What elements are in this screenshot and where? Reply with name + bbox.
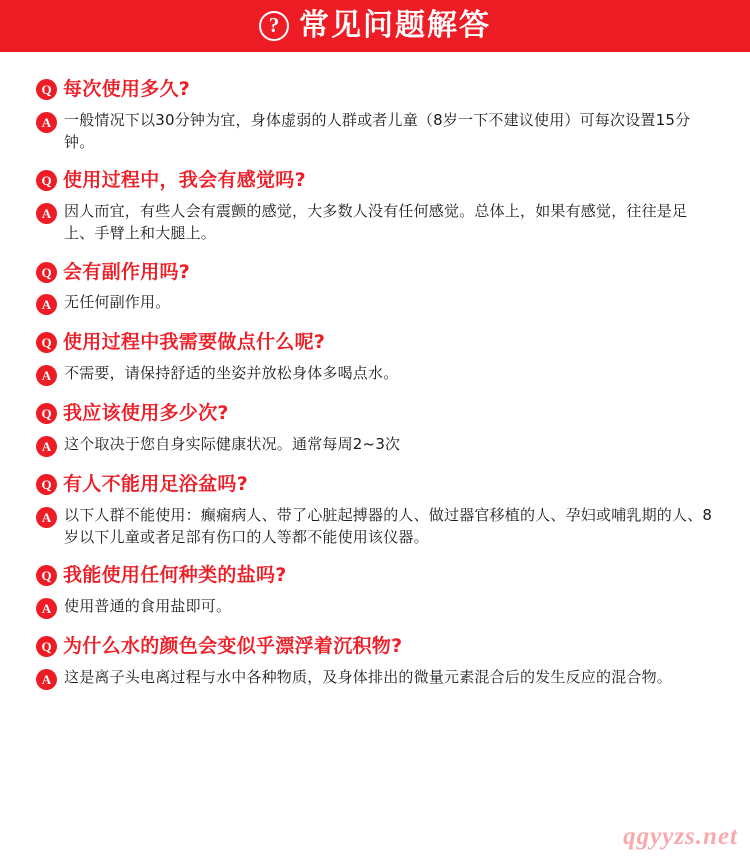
- question-badge: Q: [36, 565, 57, 586]
- faq-question-text: 每次使用多久?: [63, 78, 191, 100]
- answer-badge: A: [36, 294, 57, 315]
- faq-question-row: [36, 564, 714, 587]
- faq-question-text: 使用过程中，我会有感觉吗?: [63, 169, 306, 192]
- faq-question-row: [36, 78, 714, 101]
- faq-question-text: 会有副作用吗?: [63, 260, 191, 283]
- faq-answer-text: 这是离子头电离过程与水中各种物质，及身体排出的微量元素混合后的发生反应的混合物。: [64, 667, 673, 686]
- faq-question-row: [36, 402, 714, 425]
- answer-badge: A: [36, 112, 57, 133]
- answer-badge: A: [36, 203, 57, 224]
- faq-question-row: [36, 169, 714, 192]
- faq-answer-text: 一般情况下以30分钟为宜，身体虚弱的人群或者儿童（8岁一下不建议使用）可每次设置15分钟。: [64, 110, 691, 151]
- faq-answer-row: [36, 110, 714, 154]
- faq-item: [36, 78, 714, 153]
- faq-answer-text: 不需要，请保持舒适的坐姿并放松身体多喝点水。: [64, 364, 399, 383]
- answer-badge: A: [36, 507, 57, 528]
- faq-question-row: [36, 473, 714, 496]
- faq-answer-row: [36, 363, 714, 386]
- faq-question-row: [36, 635, 714, 658]
- question-badge: Q: [36, 262, 57, 283]
- faq-answer-row: [36, 505, 714, 549]
- faq-item: [36, 635, 714, 690]
- answer-badge: A: [36, 436, 57, 457]
- faq-answer-text: 这个取决于您自身实际健康状况。通常每周2~3次: [64, 434, 401, 453]
- question-badge: Q: [36, 79, 57, 100]
- faq-answer-text: 以下人群不能使用：癫痫病人、带了心脏起搏器的人、做过器官移植的人、孕妇或哺乳期的人、8岁以下儿童或者足部有伤口的人等都不能使用该仪器。: [64, 505, 713, 546]
- answer-badge: A: [36, 669, 57, 690]
- header-content: [259, 8, 491, 43]
- faq-item: [36, 402, 714, 457]
- faq-item: [36, 261, 714, 316]
- faq-question-text: 使用过程中我需要做点什么呢?: [63, 331, 326, 354]
- question-badge: Q: [36, 332, 57, 353]
- question-mark-circle-icon: ?: [259, 11, 289, 41]
- faq-list: [0, 52, 750, 690]
- faq-question-text: 有人不能用足浴盆吗?: [63, 472, 249, 495]
- faq-answer-row: [36, 596, 714, 619]
- question-badge: Q: [36, 636, 57, 657]
- faq-answer-text: 因人而宜，有些人会有震颤的感觉，大多数人没有任何感觉。总体上，如果有感觉，往往是足上、手臂上和大腿上。: [64, 202, 688, 242]
- faq-question-text: 我应该使用多少次?: [63, 402, 229, 425]
- faq-answer-row: [36, 292, 714, 315]
- faq-item: [36, 169, 714, 244]
- question-badge: Q: [36, 474, 57, 495]
- faq-answer-row: [36, 201, 714, 245]
- faq-answer-row: [36, 434, 714, 457]
- faq-question-row: [36, 261, 714, 284]
- faq-question-row: [36, 331, 714, 354]
- faq-question-text: 我能使用任何种类的盐吗?: [63, 564, 287, 587]
- faq-item: [36, 331, 714, 386]
- faq-answer-text: 无任何副作用。: [64, 293, 171, 312]
- faq-question-text: 为什么水的颜色会变似乎漂浮着沉积物?: [63, 635, 403, 658]
- watermark: qgyyzs.net: [623, 823, 738, 850]
- question-badge: Q: [36, 170, 57, 191]
- faq-item: [36, 564, 714, 619]
- faq-answer-text: 使用普通的食用盐即可。: [64, 597, 232, 616]
- answer-badge: A: [36, 365, 57, 386]
- faq-item: [36, 473, 714, 548]
- answer-badge: A: [36, 598, 57, 619]
- page-header: [0, 0, 750, 52]
- faq-answer-row: [36, 667, 714, 690]
- page-title: 常见问题解答: [299, 8, 491, 43]
- question-badge: Q: [36, 403, 57, 424]
